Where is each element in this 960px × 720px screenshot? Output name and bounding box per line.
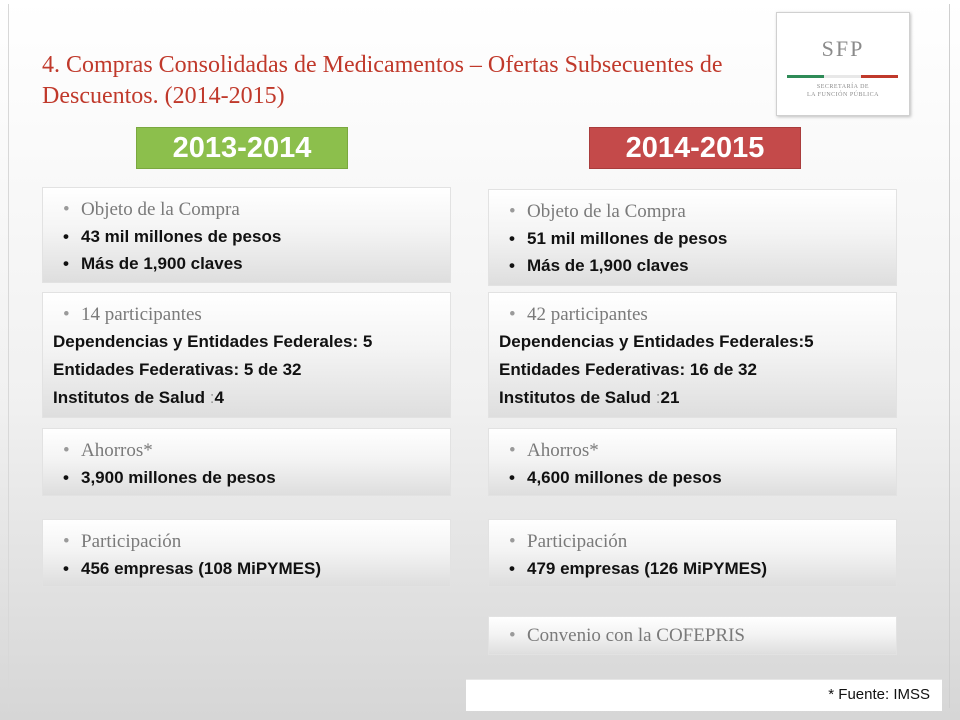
left-states-count: Entidades Federativas: 5 de 32: [53, 360, 302, 379]
right-purchase-keys: • Más de 1,900 claves: [503, 252, 886, 279]
right-federal-count: Dependencias y Entidades Federales:5: [499, 332, 814, 351]
logo-stripe-white: [824, 75, 861, 78]
left-health-institutes: [53, 384, 440, 412]
source-note: * Fuente: IMSS: [466, 679, 942, 711]
right-participation-box: [488, 519, 897, 587]
right-agreement-label: • Convenio con la COFEPRIS: [503, 622, 886, 649]
left-purchase-keys: • Más de 1,900 claves: [57, 250, 440, 277]
left-participants-label: • 14 participantes: [57, 301, 440, 328]
right-savings-label: • Ahorros*: [503, 437, 886, 464]
right-purchase-list: [503, 198, 886, 279]
left-participation-value: • 456 empresas (108 MiPYMES): [57, 555, 440, 582]
left-health-sep: :: [209, 388, 215, 407]
left-participation-box: [42, 519, 451, 587]
left-federal-count: Dependencias y Entidades Federales: 5: [53, 332, 373, 351]
left-participants-box: [42, 292, 451, 418]
right-purchase-amount: • 51 mil millones de pesos: [503, 225, 886, 252]
left-participants-list: [53, 301, 440, 328]
year-badge-2014-2015: 2014-2015: [589, 127, 801, 169]
year-badge-2013-2014: 2013-2014: [136, 127, 348, 169]
right-savings-box: [488, 428, 897, 496]
right-participants-box: [488, 292, 897, 418]
right-participation-label: • Participación: [503, 528, 886, 555]
sfp-logo: [776, 12, 910, 116]
left-health-label: Institutos de Salud: [53, 388, 206, 407]
left-purchase-list: [57, 196, 440, 277]
slide-title: 4. Compras Consolidadas de Medicamentos – Ofertas Subsecuentes de Descuentos. (2014-2015): [42, 52, 723, 109]
left-purchase-box: [42, 187, 451, 283]
left-savings-value: • 3,900 millones de pesos: [57, 464, 440, 491]
right-participation-value: • 479 empresas (126 MiPYMES): [503, 555, 886, 582]
left-purchase-label: • Objeto de la Compra: [57, 196, 440, 223]
right-agreement-box: [488, 616, 897, 655]
right-health-value: 21: [660, 388, 680, 407]
right-participants-label: • 42 participantes: [503, 301, 886, 328]
right-states-count: Entidades Federativas: 16 de 32: [499, 360, 757, 379]
left-health-value: 4: [214, 388, 224, 407]
logo-name: SFP: [821, 36, 865, 61]
left-savings-list: [57, 437, 440, 491]
right-participants-list: [499, 301, 886, 328]
left-savings-box: [42, 428, 451, 496]
logo-stripe-red: [861, 75, 898, 78]
right-health-label: Institutos de Salud: [499, 388, 652, 407]
logo-subline-2: LA FUNCIÓN PÚBLICA: [806, 92, 879, 98]
right-health-sep: :: [655, 388, 661, 407]
right-savings-list: [503, 437, 886, 491]
right-agreement-list: [503, 622, 886, 649]
right-savings-value: • 4,600 millones de pesos: [503, 464, 886, 491]
right-purchase-label: • Objeto de la Compra: [503, 198, 886, 225]
left-savings-label: • Ahorros*: [57, 437, 440, 464]
left-participation-label: • Participación: [57, 528, 440, 555]
left-purchase-amount: • 43 mil millones de pesos: [57, 223, 440, 250]
logo-stripe-green: [787, 75, 824, 78]
right-participation-list: [503, 528, 886, 582]
logo-subtitle: [777, 83, 909, 99]
left-participation-list: [57, 528, 440, 582]
logo-stripe: [787, 75, 899, 78]
right-purchase-box: [488, 189, 897, 286]
right-health-institutes: [499, 384, 886, 412]
logo-subline-1: SECRETARÍA DE: [816, 84, 870, 90]
